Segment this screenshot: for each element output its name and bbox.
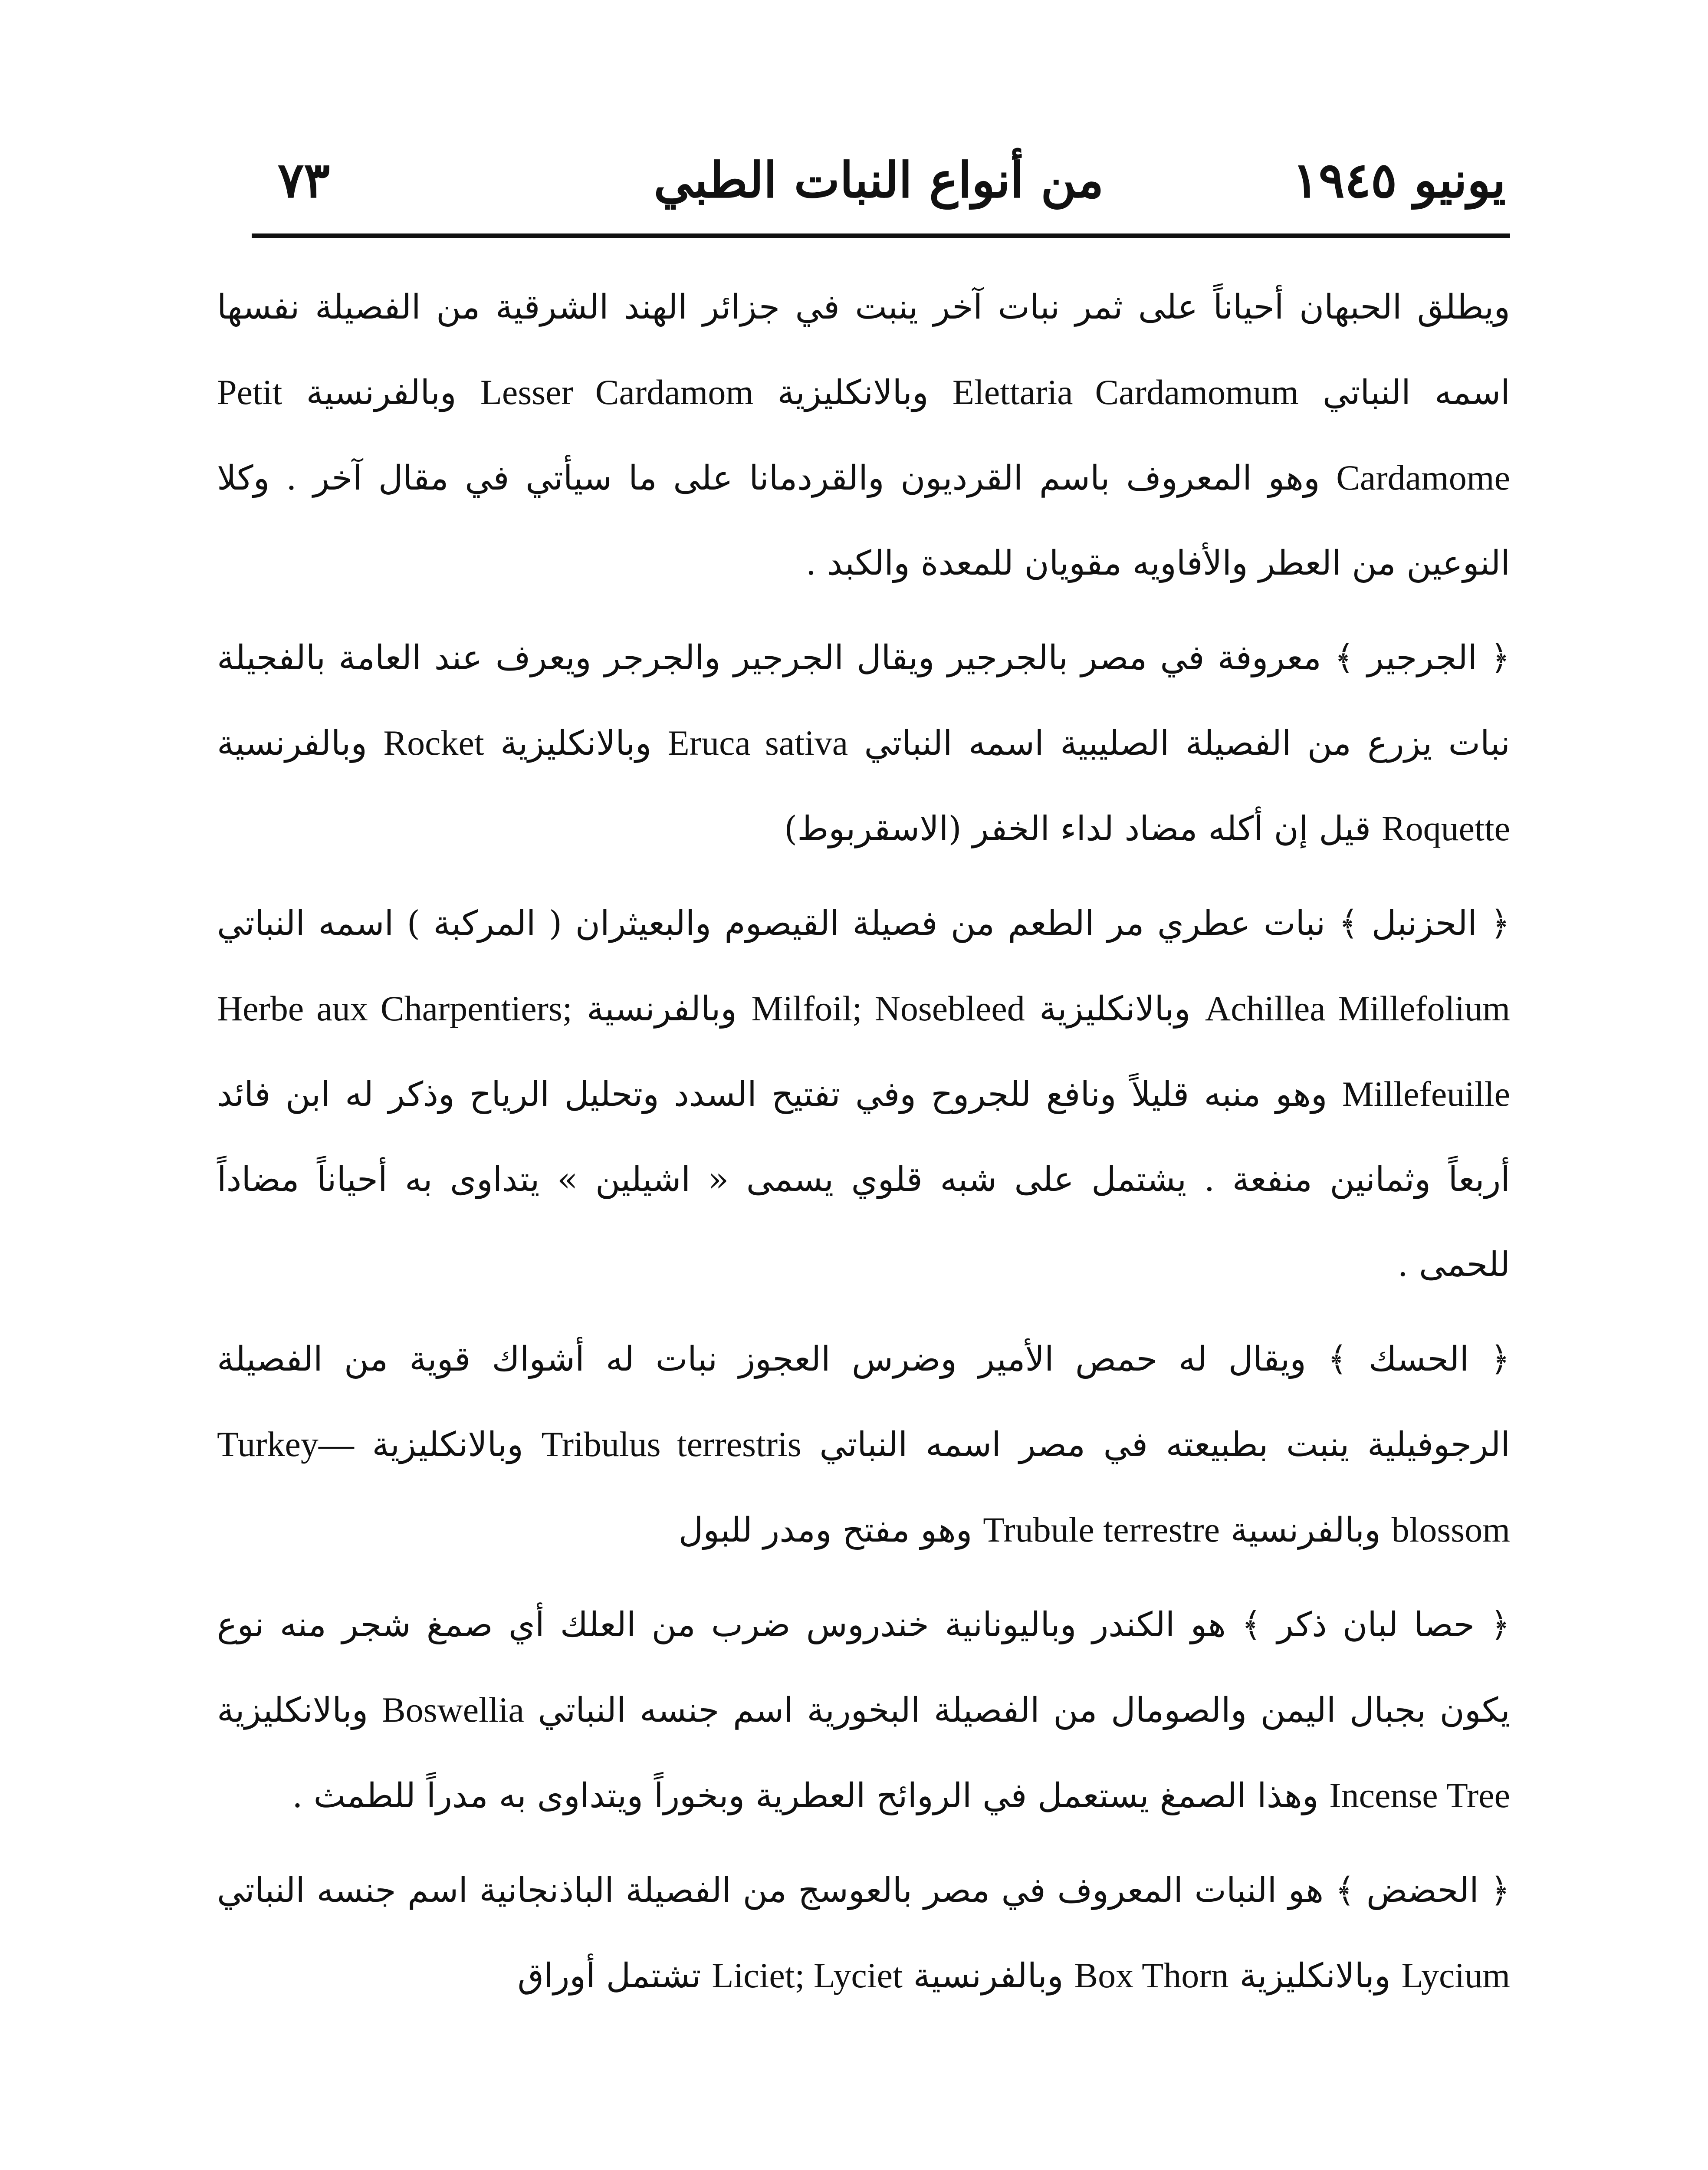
paragraph-text: ﴿ الحسك ﴾ ويقال له حمص الأمير وضرس العجوز نبات له أشواك قوية من الفصيلة الرجوفيلية ينبت بطبيعته في مصر اسمه النباتي bbox=[217, 1340, 1510, 1464]
paragraph-text: ﴿ الجرجير ﴾ معروفة في مصر بالجرجير ويقال الجرجير والجرجر ويعرف عند العامة بالفجيلة نبات يزرع من الفصيلة الصليبية اسمه النباتي bbox=[217, 638, 1511, 763]
latin-term: Box Thorn bbox=[1074, 1956, 1229, 1995]
paragraph-text: ﴿ الحضض ﴾ هو النبات المعروف في مصر بالعوسج من الفصيلة الباذنجانية اسم جنسه النباتي bbox=[217, 1871, 1510, 1910]
paragraph bbox=[217, 1317, 1510, 1573]
latin-term: Rocket bbox=[383, 723, 484, 763]
paragraph-text: وبالانكليزية bbox=[1025, 990, 1205, 1029]
latin-term: Elettaria Cardamomum bbox=[952, 372, 1299, 412]
paragraph bbox=[217, 1582, 1510, 1838]
paragraph-text: وبالانكليزية bbox=[753, 373, 953, 412]
paragraph bbox=[217, 1848, 1510, 2019]
header-date: يونيو ١٩٤٥ bbox=[1292, 152, 1506, 209]
latin-term: Lycium bbox=[1401, 1956, 1510, 1995]
paragraph-text: قيل إن أكله مضاد لداء الخفر (الاسقربوط) bbox=[784, 809, 1382, 848]
paragraph bbox=[217, 881, 1510, 1307]
paragraph bbox=[217, 265, 1510, 606]
paragraph-text: وبالانكليزية bbox=[484, 724, 668, 763]
article-body bbox=[217, 265, 1510, 2028]
page-header bbox=[252, 143, 1506, 217]
paragraph-text: وبالفرنسية bbox=[1219, 1511, 1392, 1550]
paragraph-text: وبالانكليزية bbox=[354, 1425, 542, 1464]
paragraph-text: وبالفرنسية bbox=[902, 1956, 1074, 1996]
paragraph-text: وهذا الصمغ يستعمل في الروائح العطرية وبخوراً ويتداوى به مدراً للطمث . bbox=[292, 1776, 1330, 1815]
paragraph-text: وبالفرنسية bbox=[572, 990, 752, 1029]
latin-term: Milfoil; Nosebleed bbox=[751, 989, 1025, 1028]
latin-term: Liciet; Lyciet bbox=[712, 1956, 903, 1995]
paragraph bbox=[217, 615, 1510, 871]
latin-term: Roquette bbox=[1381, 809, 1510, 848]
paragraph-text: وهو مفتح ومدر للبول bbox=[678, 1511, 983, 1550]
paragraph-text: ويطلق الحبهان أحياناً على ثمر نبات آخر ينبت في جزائر الهند الشرقية من الفصيلة نفسها اسمه النباتي bbox=[217, 288, 1510, 412]
latin-term: Trubule terrestre bbox=[983, 1510, 1220, 1549]
latin-term: Eruca sativa bbox=[667, 723, 848, 763]
header-page-number: ٧٣ bbox=[278, 152, 330, 209]
paragraph-text: وبالانكليزية bbox=[1228, 1956, 1402, 1996]
latin-term: Achillea Millefolium bbox=[1205, 989, 1511, 1028]
paragraph-text: وهو منبه قليلاً ونافع للجروح وفي تفتيح السدد وتحليل الرياح وذكر له ابن فائد أربعاً وثمانين منفعة . يشتمل على شبه قلوي يسمى « اشيلين » يتداوى به أحياناً مضاداً للحمى . bbox=[217, 1075, 1510, 1284]
paragraph-text: وبالانكليزية bbox=[217, 1691, 382, 1730]
latin-term: Incense Tree bbox=[1329, 1775, 1510, 1815]
latin-term: Tribulus terrestris bbox=[541, 1424, 801, 1464]
paragraph-text: ﴿ حصا لبان ذكر ﴾ هو الكندر وباليونانية خندروس ضرب من العلك أي صمغ شجر منه نوع يكون بجبال اليمن والصومال من الفصيلة البخورية اسم جنسه النباتي bbox=[217, 1605, 1510, 1730]
paragraph-text: تشتمل أوراق bbox=[517, 1956, 712, 1996]
latin-term: Turkey—blossom bbox=[217, 1424, 1510, 1549]
latin-term: Herbe aux Charpentiers; Millefeuille bbox=[217, 989, 1510, 1114]
paragraph-text: وبالفرنسية bbox=[282, 373, 480, 412]
paragraph-text: وهو المعروف باسم القرديون والقردمانا على ما سيأتي في مقال آخر . وكلا النوعين من العطر والأفاويه مقويان للمعدة والكبد . bbox=[217, 459, 1510, 583]
paragraph-text: وبالفرنسية bbox=[217, 724, 384, 763]
latin-term: Petit Cardamome bbox=[217, 372, 1510, 497]
latin-term: Lesser Cardamom bbox=[480, 372, 754, 412]
paragraph-text: ﴿ الحزنبل ﴾ نبات عطري مر الطعم من فصيلة القيصوم والبعيثران ( المركبة ) اسمه النباتي bbox=[217, 904, 1510, 943]
header-title: من أنواع النبات الطبي bbox=[654, 152, 1104, 209]
latin-term: Boswellia bbox=[381, 1690, 524, 1729]
header-rule bbox=[252, 233, 1510, 238]
